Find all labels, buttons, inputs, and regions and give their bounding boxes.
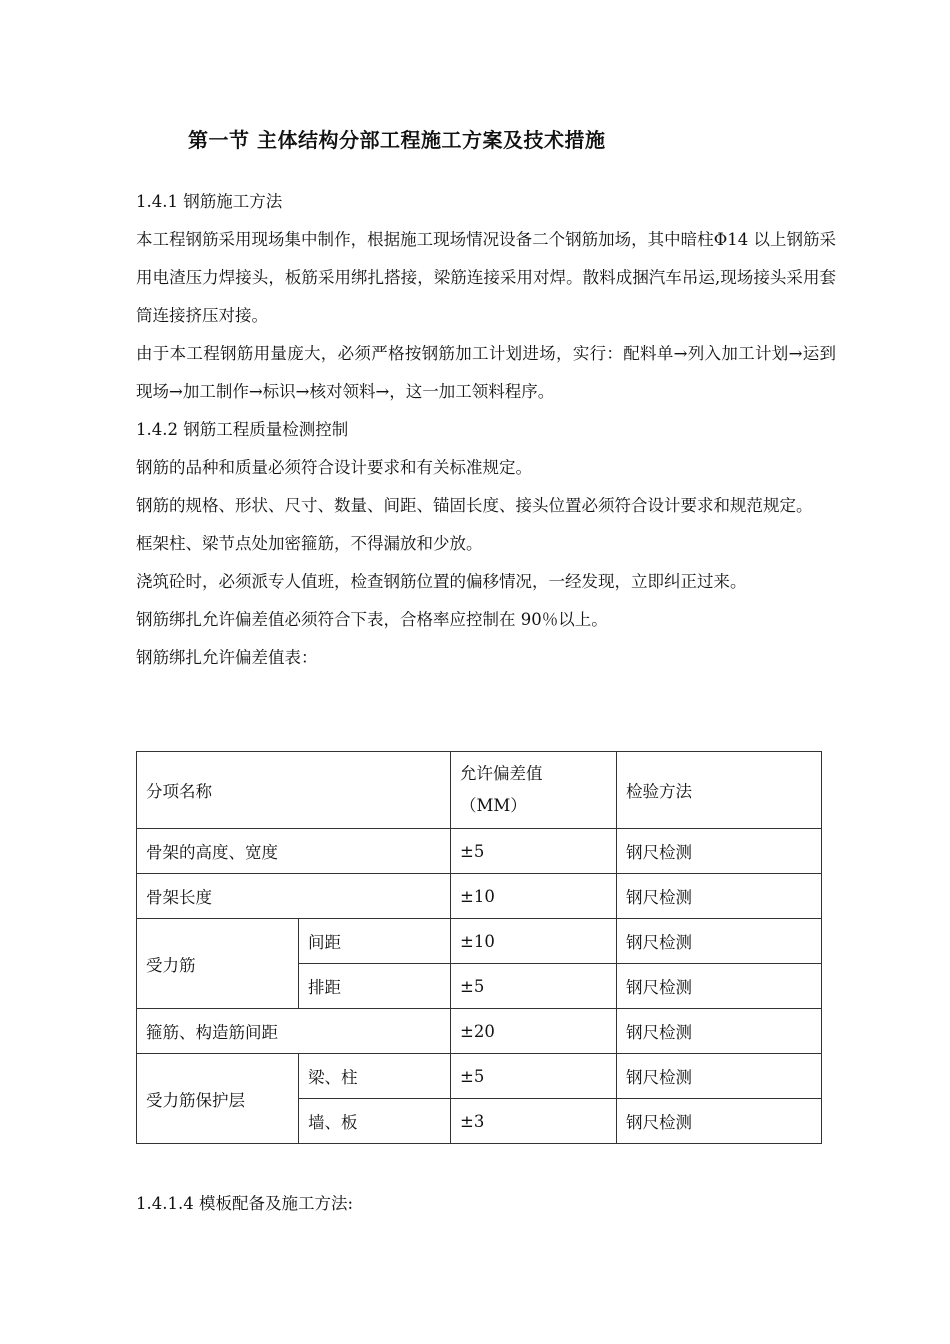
- method-cell: 钢尺检测: [617, 919, 822, 964]
- paragraph: 浇筑砼时，必须派专人值班，检查钢筋位置的偏移情况，一经发现，立即纠正过来。: [136, 572, 747, 591]
- sub-item-cell: 梁、柱: [299, 1054, 451, 1099]
- header-deviation-cell: [451, 752, 617, 829]
- paragraph: 框架柱、梁节点处加密箍筋，不得漏放和少放。: [136, 534, 483, 553]
- group-cell: 受力筋: [137, 919, 299, 1009]
- sub-item-cell: 排距: [299, 964, 451, 1009]
- paragraph: 由于本工程钢筋用量庞大，必须严格按钢筋加工计划进场，实行：配料单→列入加工计划→运到现场→加工制作→标识→核对领料→，这一加工领料程序。: [136, 344, 836, 401]
- deviation-cell: ±20: [451, 1009, 617, 1054]
- deviation-cell: ±5: [451, 964, 617, 1009]
- table-caption: 钢筋绑扎允许偏差值表：: [136, 648, 318, 667]
- table-header-row: [137, 752, 822, 829]
- deviation-cell: ±5: [451, 1054, 617, 1099]
- section-heading-1-4-2: 1.4.2 钢筋工程质量检测控制: [136, 420, 349, 439]
- section-heading-1-4-1-4: 1.4.1.4 模板配备及施工方法:: [136, 1194, 354, 1213]
- method-cell: 钢尺检测: [617, 829, 822, 874]
- sub-item-cell: 墙、板: [299, 1099, 451, 1144]
- header-item-cell: 分项名称: [137, 752, 451, 829]
- method-cell: 钢尺检测: [617, 874, 822, 919]
- header-method-cell: 检验方法: [617, 752, 822, 829]
- deviation-cell: ±5: [451, 829, 617, 874]
- table-row: [137, 874, 822, 919]
- table-row: [137, 829, 822, 874]
- document-body: [136, 183, 836, 677]
- method-cell: 钢尺检测: [617, 1009, 822, 1054]
- item-cell: 骨架长度: [137, 874, 451, 919]
- method-cell: 钢尺检测: [617, 1099, 822, 1144]
- header-deviation-label: 允许偏差值: [460, 764, 543, 783]
- method-cell: 钢尺检测: [617, 1054, 822, 1099]
- method-cell: 钢尺检测: [617, 964, 822, 1009]
- page-title: 第一节 主体结构分部工程施工方案及技术措施: [188, 128, 606, 152]
- section-heading-1-4-1: 1.4.1 钢筋施工方法: [136, 192, 283, 211]
- item-cell: 箍筋、构造筋间距: [137, 1009, 451, 1054]
- table-row: [137, 1009, 822, 1054]
- paragraph: 钢筋的品种和质量必须符合设计要求和有关标准规定。: [136, 458, 532, 477]
- sub-item-cell: 间距: [299, 919, 451, 964]
- deviation-cell: ±10: [451, 874, 617, 919]
- group-cell: 受力筋保护层: [137, 1054, 299, 1144]
- deviation-table: [136, 751, 822, 1144]
- paragraph: 本工程钢筋采用现场集中制作，根据施工现场情况设备二个钢筋加场，其中暗柱Φ14 以上钢筋采用电渣压力焊接头，板筋采用绑扎搭接，梁筋连接采用对焊。散料成捆汽车吊运,现场接头采用套筒连接挤压对接。: [136, 230, 836, 325]
- header-deviation-unit: （MM）: [460, 796, 527, 815]
- table-row: [137, 919, 822, 964]
- paragraph: 钢筋绑扎允许偏差值必须符合下表，合格率应控制在 90％以上。: [136, 610, 608, 629]
- item-cell: 骨架的高度、宽度: [137, 829, 451, 874]
- deviation-cell: ±10: [451, 919, 617, 964]
- paragraph: 钢筋的规格、形状、尺寸、数量、间距、锚固长度、接头位置必须符合设计要求和规范规定。: [136, 496, 813, 515]
- deviation-cell: ±3: [451, 1099, 617, 1144]
- table-row: [137, 1054, 822, 1099]
